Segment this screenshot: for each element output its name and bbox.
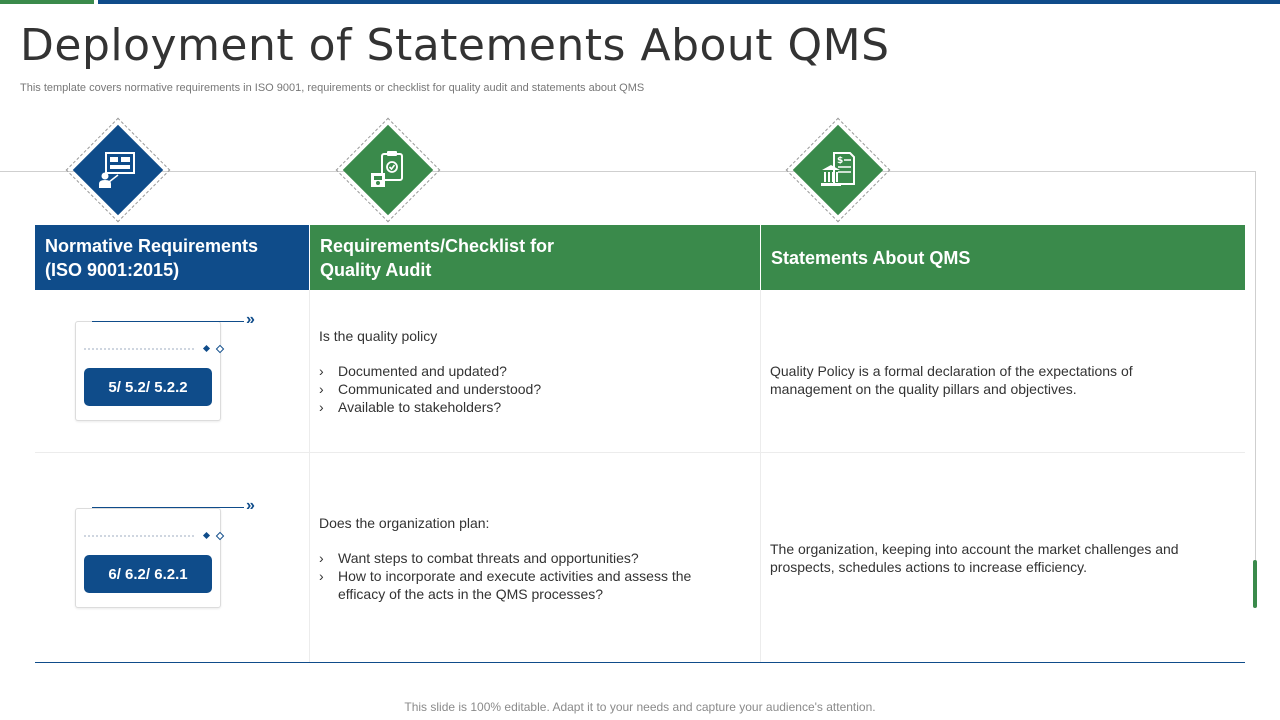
bullet-text: How to incorporate and execute activities and assess the efficacy of the acts in the QMS processes? (338, 568, 692, 602)
right-accent-bar (1253, 560, 1257, 608)
checklist-bullet (319, 398, 739, 416)
bullet-text: Documented and updated? (338, 363, 507, 379)
card-top-connector (92, 507, 244, 508)
top-accent-green (0, 0, 94, 4)
checklist-bullet (319, 380, 739, 398)
page-subtitle: This template covers normative requirements in ISO 9001, requirements or checklist for quality audit and statements about QMS (20, 82, 645, 94)
svg-text:$: $ (837, 156, 844, 166)
statement-cell-row-1: Quality Policy is a formal declaration of the expectations of management on the quality pillars and objectives. (770, 363, 1133, 397)
card-dotted-line (84, 535, 194, 537)
checklist-bullet (319, 362, 739, 380)
row-separator (35, 452, 1245, 453)
statement-cell-row-2: The organization, keeping into account the market challenges and prospects, schedules actions to increase efficiency. (770, 541, 1179, 575)
header-col1-line1: Normative Requirements (45, 235, 259, 256)
header-normative-requirements (35, 225, 309, 290)
footer-note: This slide is 100% editable. Adapt it to your needs and capture your audience's attention. (404, 700, 876, 714)
bullet-marker-icon: › (319, 568, 324, 584)
bullet-marker-icon: › (319, 550, 324, 566)
code-badge: 6/ 6.2/ 6.2.1 (84, 555, 212, 593)
page-title: Deployment of Statements About QMS (20, 20, 890, 71)
code-badge: 5/ 5.2/ 5.2.2 (84, 368, 212, 406)
header-col2-line1: Requirements/Checklist for (320, 235, 555, 256)
checklist-question: Does the organization plan: (319, 515, 490, 531)
code-card-row-1 (75, 321, 221, 421)
header-col2-line2: Quality Audit (320, 259, 432, 280)
header-col1-line2: (ISO 9001:2015) (45, 259, 180, 280)
bullet-text: Want steps to combat threats and opportunities? (338, 550, 639, 566)
checklist-bullet (319, 567, 739, 603)
bank-document-icon (816, 148, 860, 192)
chevron-right-icon: » (246, 497, 255, 514)
header-requirements-checklist (310, 225, 760, 290)
frame-top-line (0, 171, 1256, 172)
monitor-presenter-icon (96, 148, 140, 192)
column-divider-2 (760, 290, 761, 662)
card-diamond-dot-hollow (216, 532, 224, 540)
column-divider-1 (309, 290, 310, 662)
chevron-right-icon: » (246, 311, 255, 328)
bullet-marker-icon: › (319, 399, 324, 415)
bullet-text: Available to stakeholders? (338, 399, 502, 415)
card-top-connector (92, 321, 244, 322)
card-diamond-dot (203, 532, 210, 539)
card-diamond-dot (203, 345, 210, 352)
code-card-row-2 (75, 508, 221, 608)
checklist-question: Is the quality policy (319, 328, 438, 344)
checklist-bullet (319, 549, 739, 567)
bullet-marker-icon: › (319, 381, 324, 397)
card-dotted-line (84, 348, 194, 350)
clipboard-check-icon (366, 148, 410, 192)
header-statements-about-qms: Statements About QMS (761, 225, 1245, 290)
frame-right-line (1255, 171, 1256, 607)
checklist-cell-row-1 (319, 327, 739, 416)
top-accent-blue (98, 0, 1280, 4)
table-bottom-line (35, 662, 1245, 663)
card-diamond-dot-hollow (216, 345, 224, 353)
bullet-marker-icon: › (319, 363, 324, 379)
checklist-cell-row-2 (319, 514, 739, 603)
bullet-text: Communicated and understood? (338, 381, 542, 397)
